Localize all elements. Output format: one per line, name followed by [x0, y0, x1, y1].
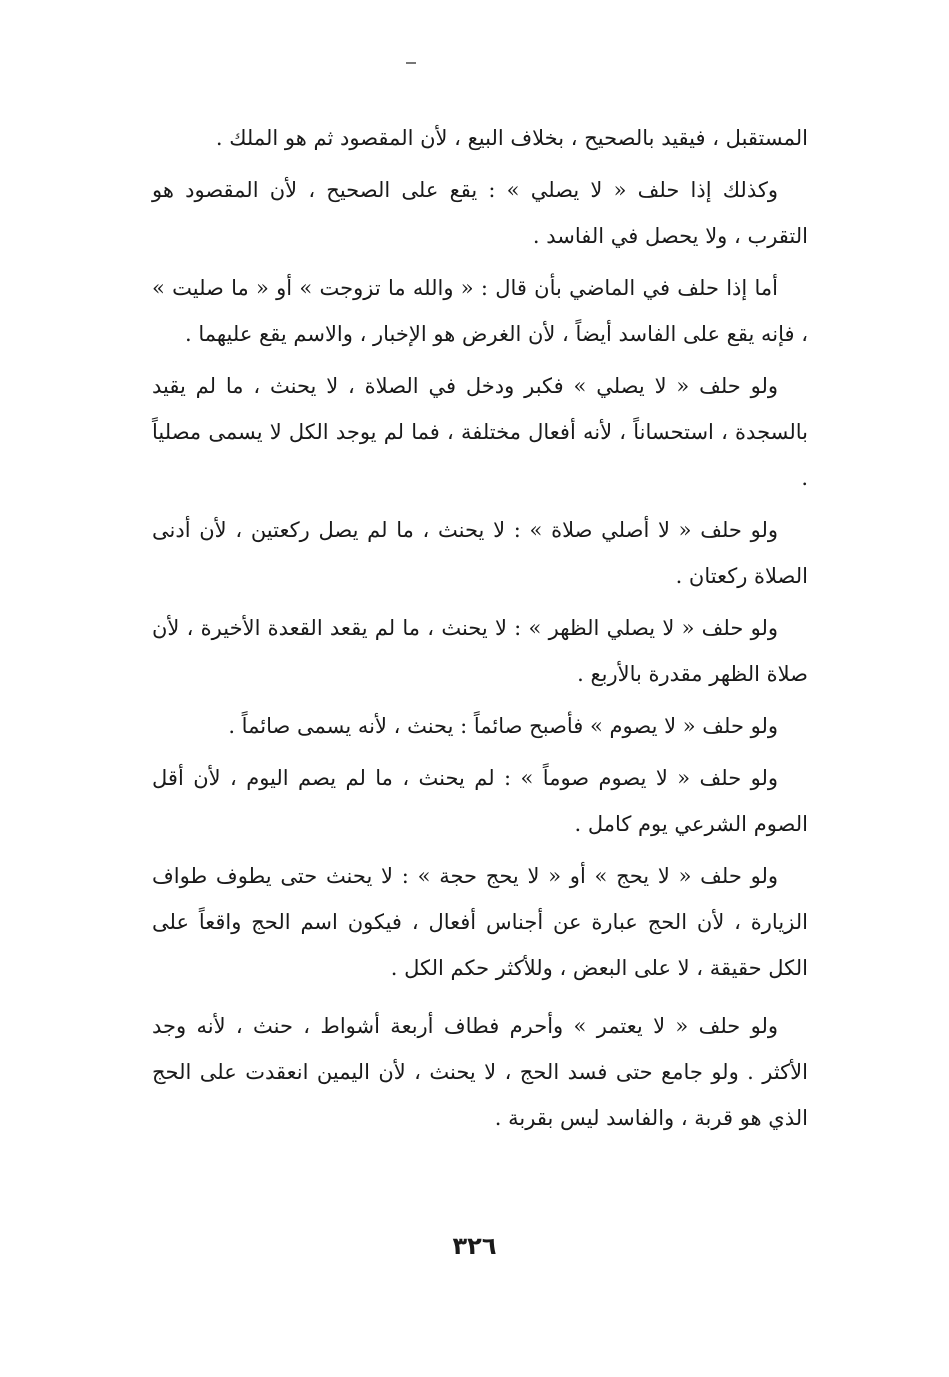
paragraph-7: ولو حلف « لا يصوم » فأصبح صائماً : يحنث ، لأنه يسمى صائماً .: [228, 714, 778, 738]
paragraph-6: ولو حلف « لا يصلي الظهر » : لا يحنث ، ما لم يقعد القعدة الأخيرة ، لأن صلاة الظهر مقدرة بالأربع .: [152, 616, 808, 686]
page-number: ٣٢٦: [452, 1232, 497, 1260]
paragraph-4: ولو حلف « لا يصلي » فكبر ودخل في الصلاة ، لا يحنث ، ما لم يقيد بالسجدة ، استحساناً ، لأنه أفعال مختلفة ، فما لم يوجد الكل لا يسمى مصلياً .: [152, 374, 808, 490]
paragraph-9: ولو حلف « لا يحج » أو « لا يحج حجة » : لا يحنث حتى يطوف طواف الزيارة ، لأن الحج عبارة عن أجناس أفعال ، فيكون اسم الحج واقعاً على الكل حقيقة ، لا على البعض ، وللأكثر حكم الكل .: [152, 864, 808, 980]
scan-speck: [406, 62, 416, 64]
paragraph-3: أما إذا حلف في الماضي بأن قال : « والله ما تزوجت » أو « ما صليت » ، فإنه يقع على الفاسد أيضاً ، لأن الغرض هو الإخبار ، والاسم يقع عليهما .: [152, 276, 808, 346]
paragraph-5: ولو حلف « لا أصلي صلاة » : لا يحنث ، ما لم يصل ركعتين ، لأن أدنى الصلاة ركعتان .: [152, 518, 808, 588]
paragraph-10: ولو حلف « لا يعتمر » وأحرم فطاف أربعة أشواط ، حنث ، لأنه وجد الأكثر . ولو جامع حتى فسد الحج ، لا يحنث ، لأن اليمين انعقدت على الحج الذي هو قربة ، والفاسد ليس بقربة .: [152, 1014, 808, 1130]
body-text: [152, 115, 808, 1147]
paragraph-1: المستقبل ، فيقيد بالصحيح ، بخلاف البيع ، لأن المقصود ثم هو الملك .: [215, 126, 808, 150]
paragraph-8: ولو حلف « لا يصوم صوماً » : لم يحنث ، ما لم يصم اليوم ، لأن أقل الصوم الشرعي يوم كامل .: [152, 766, 808, 836]
paragraph-2: وكذلك إذا حلف « لا يصلي » : يقع على الصحيح ، لأن المقصود هو التقرب ، ولا يحصل في الفاسد .: [152, 178, 808, 248]
